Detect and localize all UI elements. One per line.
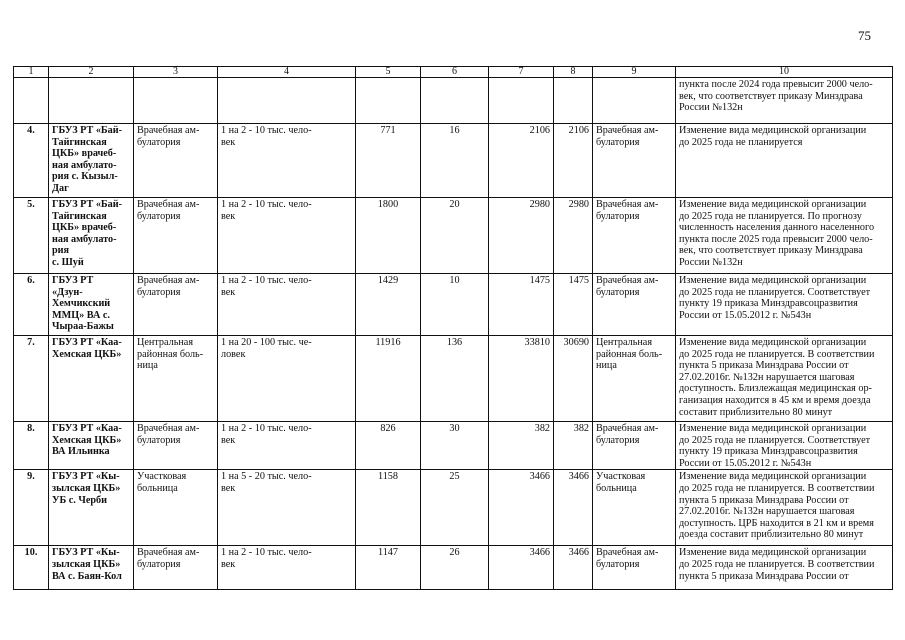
value-col6: 26 [421,546,489,590]
header-cell: 1 [14,67,49,78]
header-cell: 4 [218,67,356,78]
header-row [14,67,893,78]
staffing-norm: 1 на 2 - 10 тыс. чело- век [218,198,356,274]
value-col6: 10 [421,274,489,336]
planned-type: Участковая больница [593,470,676,546]
value-col8: 382 [554,422,593,470]
value-col5: 771 [356,124,421,198]
value-col5: 1158 [356,470,421,546]
value-col7: 3466 [489,470,554,546]
page-number: 75 [858,28,871,43]
value-col8: 2106 [554,124,593,198]
organization-type: Врачебная ам- булатория [134,198,218,274]
value-col6: 136 [421,336,489,422]
header-cell: 3 [134,67,218,78]
value-col7: 3466 [489,546,554,590]
organization-type: Участковая больница [134,470,218,546]
value-col7: 1475 [489,274,554,336]
organization-name: ГБУЗ РТ «Дзун- Хемчикский ММЦ» ВА с. Чыраа-Бажы [49,274,134,336]
planned-type: Врачебная ам- булатория [593,274,676,336]
table-row [14,198,893,274]
value-col7: 2980 [489,198,554,274]
value-col7: 33810 [489,336,554,422]
organization-name: ГБУЗ РТ «Кы- зылская ЦКБ» ВА с. Баян-Кол [49,546,134,590]
planning-note: Изменение вида медицинской организации до 2025 года не планируется. В соответствии пункта 5 приказа Минздрава России от [676,546,893,590]
value-col7: 2106 [489,124,554,198]
row-number: 8. [14,422,49,470]
header-cell: 5 [356,67,421,78]
table-row [14,546,893,590]
row-number: 7. [14,336,49,422]
organization-name: ГБУЗ РТ «Бай- Тайгинская ЦКБ» врачеб- ная амбулато- рия с. Шуй [49,198,134,274]
planning-note: Изменение вида медицинской организации до 2025 года не планируется. В соответствии пункта 5 приказа Минздрава России от 27.02.2016г. №132н нарушается шаговая доступность. Близлежащая медицинская ор- ганизация находится в 45 км и время доезда составит приблизительно 80 минут [676,336,893,422]
planning-note: Изменение вида медицинской организации до 2025 года не планируется [676,124,893,198]
table-row [14,124,893,198]
planned-type: Врачебная ам- булатория [593,546,676,590]
continuation-note: пункта после 2024 года превысит 2000 чело- век, что соответствует приказу Минздрава России №132н [676,78,893,124]
value-col5: 1800 [356,198,421,274]
header-cell: 2 [49,67,134,78]
value-col6: 30 [421,422,489,470]
staffing-norm: 1 на 2 - 10 тыс. чело- век [218,124,356,198]
planning-note: Изменение вида медицинской организации до 2025 года не планируется. Соответствует пункту 19 приказа Минздравсоцразвития России от 15.05.2012 г. №543н [676,274,893,336]
planning-note: Изменение вида медицинской организации до 2025 года не планируется. По прогнозу численность населения данного населенного пункта после 2025 года превысит 2000 чело- век, что соответствует приказу Минздрава России №132н [676,198,893,274]
header-cell: 7 [489,67,554,78]
planned-type: Центральная районная боль- ница [593,336,676,422]
organization-type: Центральная районная боль- ница [134,336,218,422]
table-row [14,470,893,546]
value-col5: 826 [356,422,421,470]
value-col8: 30690 [554,336,593,422]
value-col8: 3466 [554,470,593,546]
staffing-norm: 1 на 20 - 100 тыс. че- ловек [218,336,356,422]
planned-type: Врачебная ам- булатория [593,124,676,198]
organization-name: ГБУЗ РТ «Бай- Тайгинская ЦКБ» врачеб- ная амбулато- рия с. Кызыл- Даг [49,124,134,198]
value-col5: 11916 [356,336,421,422]
header-cell: 8 [554,67,593,78]
value-col8: 2980 [554,198,593,274]
header-cell: 6 [421,67,489,78]
value-col5: 1429 [356,274,421,336]
organization-name: ГБУЗ РТ «Каа- Хемская ЦКБ» ВА Ильинка [49,422,134,470]
value-col6: 16 [421,124,489,198]
medical-organizations-table [13,66,893,590]
organization-type: Врачебная ам- булатория [134,124,218,198]
staffing-norm: 1 на 5 - 20 тыс. чело- век [218,470,356,546]
planned-type: Врачебная ам- булатория [593,422,676,470]
value-col5: 1147 [356,546,421,590]
organization-type: Врачебная ам- булатория [134,546,218,590]
row-number: 6. [14,274,49,336]
organization-name: ГБУЗ РТ «Кы- зылская ЦКБ» УБ с. Черби [49,470,134,546]
value-col6: 25 [421,470,489,546]
staffing-norm: 1 на 2 - 10 тыс. чело- век [218,274,356,336]
staffing-norm: 1 на 2 - 10 тыс. чело- век [218,422,356,470]
planning-note: Изменение вида медицинской организации до 2025 года не планируется. В соответствии пункта 5 приказа Минздрава России от 27.02.2016г. №132н нарушается шаговая доступность. ЦРБ находится в 21 км и время доезда составит приблизительно 80 минут [676,470,893,546]
organization-type: Врачебная ам- булатория [134,422,218,470]
table-row [14,274,893,336]
staffing-norm: 1 на 2 - 10 тыс. чело- век [218,546,356,590]
value-col8: 1475 [554,274,593,336]
table-row [14,336,893,422]
table-row [14,422,893,470]
header-cell: 9 [593,67,676,78]
value-col7: 382 [489,422,554,470]
value-col6: 20 [421,198,489,274]
header-cell: 10 [676,67,893,78]
row-number: 4. [14,124,49,198]
row-number: 9. [14,470,49,546]
value-col8: 3466 [554,546,593,590]
organization-type: Врачебная ам- булатория [134,274,218,336]
organization-name: ГБУЗ РТ «Каа- Хемская ЦКБ» [49,336,134,422]
planned-type: Врачебная ам- булатория [593,198,676,274]
continuation-row [14,78,893,124]
row-number: 10. [14,546,49,590]
row-number: 5. [14,198,49,274]
planning-note: Изменение вида медицинской организации до 2025 года не планируется. Соответствует пункту 19 приказа Минздравсоцразвития России от 15.05.2012 г. №543н [676,422,893,470]
